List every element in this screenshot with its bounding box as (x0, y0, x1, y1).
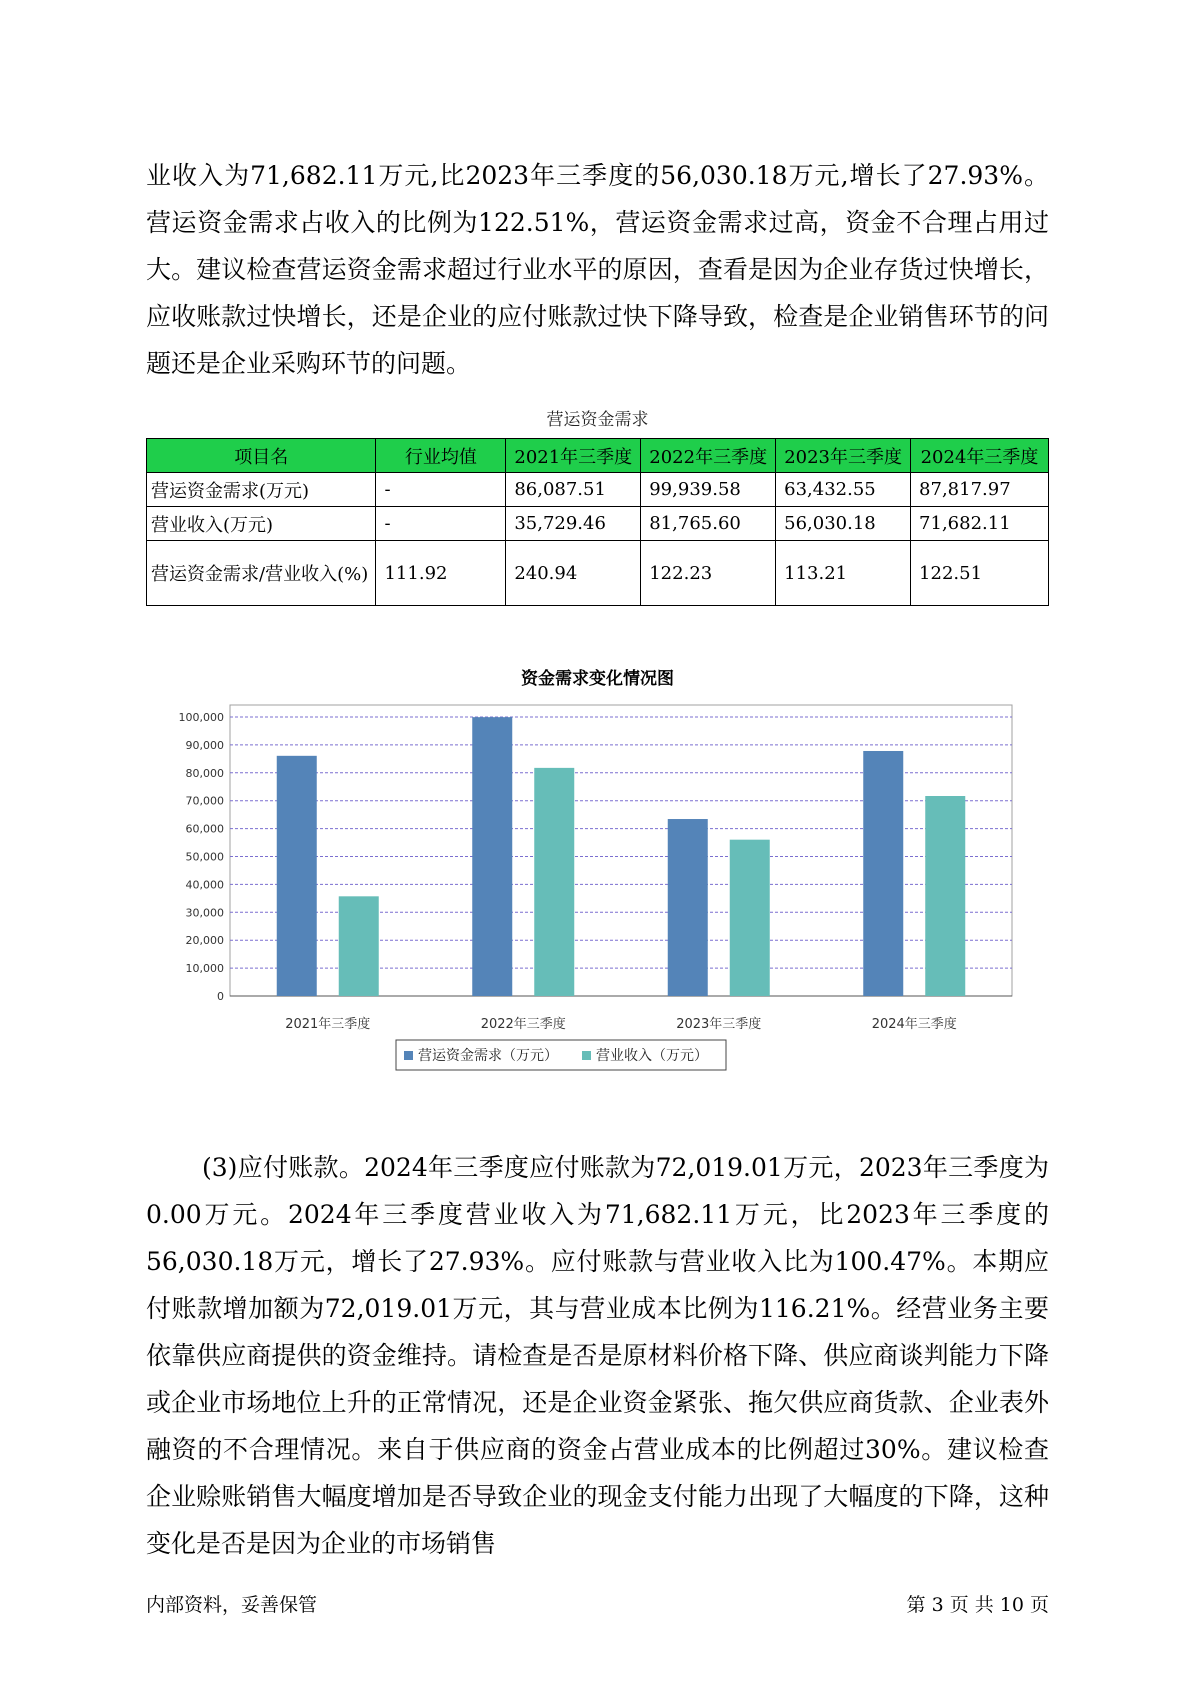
table-cell: 63,432.55 (776, 473, 911, 507)
table-row (147, 473, 1049, 507)
table-header-cell: 2023年三季度 (776, 439, 911, 473)
bar (668, 819, 708, 996)
bar (863, 751, 903, 996)
table-cell: 56,030.18 (776, 507, 911, 541)
table-row (147, 507, 1049, 541)
working-capital-table (146, 438, 1049, 606)
y-tick-label: 50,000 (185, 850, 224, 864)
footer-confidential-note: 内部资料，妥善保管 (146, 1594, 318, 1616)
x-tick-label: 2023年三季度 (676, 1017, 762, 1032)
table-header-cell: 2021年三季度 (506, 439, 641, 473)
table-cell: - (376, 507, 506, 541)
table-caption: 营运资金需求 (546, 410, 649, 430)
table-header-cell: 2024年三季度 (911, 439, 1049, 473)
table-header-cell: 行业均值 (376, 439, 506, 473)
bar (339, 896, 379, 996)
bar (730, 840, 770, 996)
y-tick-label: 0 (217, 990, 224, 1003)
table-cell: 81,765.60 (641, 507, 776, 541)
bar (534, 768, 574, 996)
y-tick-label: 90,000 (185, 738, 224, 752)
y-tick-label: 30,000 (185, 906, 224, 920)
table-header-cell: 项目名 (147, 439, 376, 473)
table-cell: 71,682.11 (911, 507, 1049, 541)
legend-label: 营业收入（万元） (596, 1048, 708, 1064)
legend-swatch (404, 1051, 413, 1060)
table-header-row (147, 439, 1049, 473)
table-row (147, 541, 1049, 606)
y-tick-label: 20,000 (185, 934, 224, 948)
bar (472, 717, 512, 996)
y-tick-label: 100,000 (178, 711, 224, 724)
x-tick-label: 2022年三季度 (480, 1017, 566, 1032)
legend-label: 营运资金需求（万元） (418, 1048, 558, 1064)
row-label: 营业收入(万元) (147, 507, 376, 541)
table-cell: - (376, 473, 506, 507)
table-cell: 111.92 (376, 541, 506, 606)
y-tick-label: 60,000 (185, 822, 224, 836)
table-cell: 113.21 (776, 541, 911, 606)
row-label: 营运资金需求(万元) (147, 473, 376, 507)
table-cell: 87,817.97 (911, 473, 1049, 507)
paragraph-working-capital: 业收入为71,682.11万元,比2023年三季度的56,030.18万元,增长了27.93%。营运资金需求占收入的比例为122.51%，营运资金需求过高，资金不合理占用过大。建议检查营运资金需求超过行业水平的原因，查看是因为企业存货过快增长，应收账款过快增长，还是企业的应付账款过快下降导致，检查是企业销售环节的问题还是企业采购环节的问题。 (146, 161, 1049, 378)
table-cell: 122.51 (911, 541, 1049, 606)
y-tick-label: 80,000 (185, 766, 224, 780)
footer-page-number: 第 3 页 共 10 页 (906, 1594, 1049, 1616)
bar (277, 756, 317, 996)
table-cell: 35,729.46 (506, 507, 641, 541)
x-tick-label: 2024年三季度 (871, 1017, 957, 1032)
y-tick-label: 40,000 (185, 878, 224, 892)
table-cell: 122.23 (641, 541, 776, 606)
y-tick-label: 10,000 (185, 962, 224, 976)
bar (925, 796, 965, 996)
paragraph-accounts-payable: (3)应付账款。2024年三季度应付账款为72,019.01万元，2023年三季度为0.00万元。2024年三季度营业收入为71,682.11万元，比2023年三季度的56,030.18万元，增长了27.93%。应付账款与营业收入比为100.47%。本期应付账款增加额为72,019.01万元，其与营业成本比例为116.21%。经营业务主要依靠供应商提供的资金维持。请检查是否是原材料价格下降、供应商谈判能力下降或企业市场地位上升的正常情况，还是企业资金紧张、拖欠供应商货款、企业表外融资的不合理情况。来自于供应商的资金占营业成本的比例超过30%。建议检查企业赊账销售大幅度增加是否导致企业的现金支付能力出现了大幅度的下降，这种变化是否是因为企业的市场销售 (146, 1153, 1049, 1558)
table-cell: 86,087.51 (506, 473, 641, 507)
row-label: 营运资金需求/营业收入(%) (147, 541, 376, 606)
bar-chart (146, 690, 1049, 1110)
chart-title: 资金需求变化情况图 (521, 669, 674, 689)
y-tick-label: 70,000 (185, 794, 224, 808)
x-tick-label: 2021年三季度 (285, 1017, 371, 1032)
legend-swatch (582, 1051, 591, 1060)
table-header-cell: 2022年三季度 (641, 439, 776, 473)
table-cell: 240.94 (506, 541, 641, 606)
table-cell: 99,939.58 (641, 473, 776, 507)
